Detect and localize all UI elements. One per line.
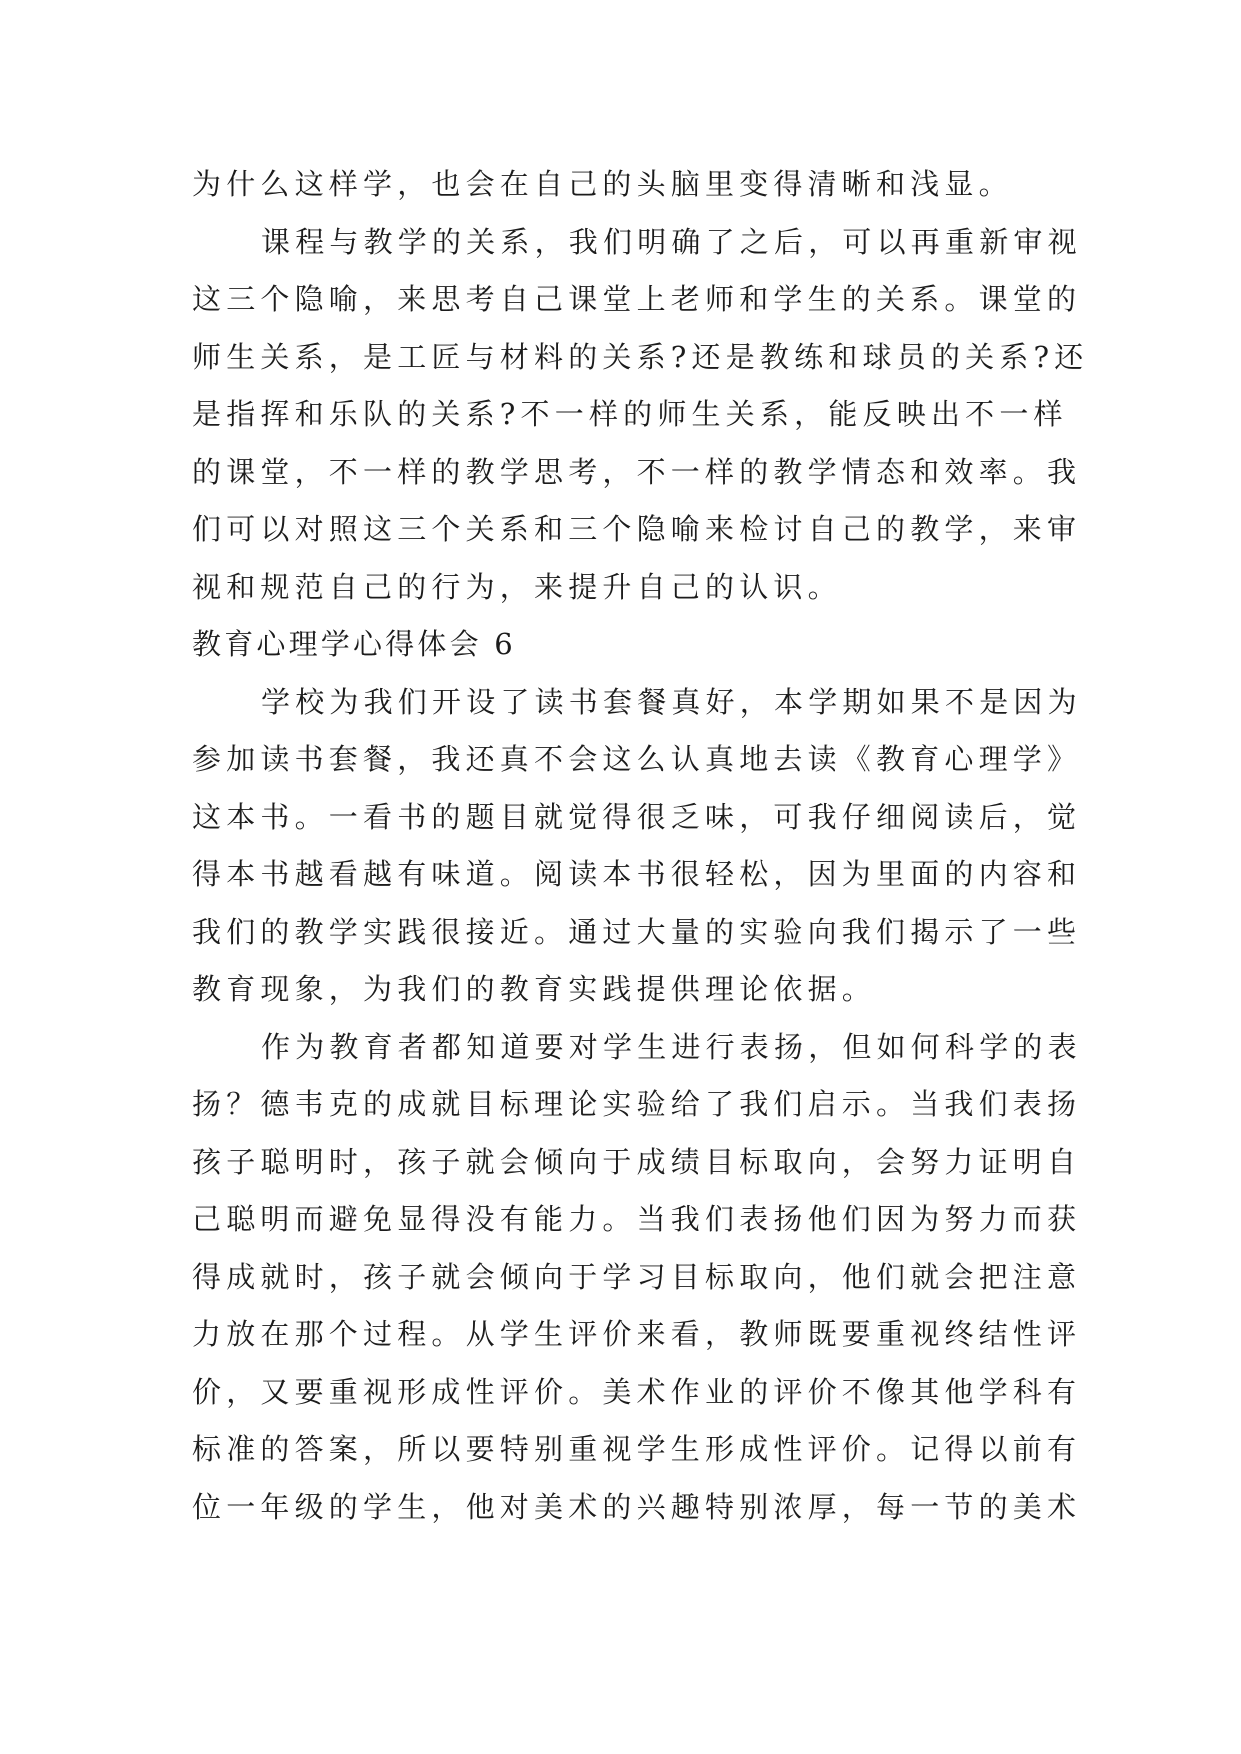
text-line: 作为教育者都知道要对学生进行表扬，但如何科学的表 xyxy=(261,1029,1082,1064)
text-line: 位一年级的学生，他对美术的兴趣特别浓厚，每一节的美术 xyxy=(192,1489,1082,1524)
text-line: 是指挥和乐队的关系?不一样的师生关系，能反映出不一样 xyxy=(192,397,1068,431)
text-line: 力放在那个过程。从学生评价来看，教师既要重视终结性评 xyxy=(192,1317,1082,1351)
document-body xyxy=(192,156,1089,1536)
text-line: 这本书。一看书的题目就觉得很乏味，可我仔细阅读后，觉 xyxy=(192,799,1082,834)
text-line: 孩子聪明时，孩子就会倾向于成绩目标取向，会努力证明自 xyxy=(192,1144,1082,1179)
text-line: 己聪明而避免显得没有能力。当我们表扬他们因为努力而获 xyxy=(192,1202,1082,1236)
text-line: 教育现象，为我们的教育实践提供理论依据。 xyxy=(192,972,877,1006)
text-line: 课程与教学的关系，我们明确了之后，可以再重新审视 xyxy=(261,224,1082,259)
section-heading: 教育心理学心得体会 6 xyxy=(192,627,516,661)
text-line: 为什么这样学，也会在自己的头脑里变得清晰和浅显。 xyxy=(192,167,1013,201)
text-line: 得本书越看越有味道。阅读本书很轻松，因为里面的内容和 xyxy=(192,857,1082,891)
text-line: 学校为我们开设了读书套餐真好，本学期如果不是因为 xyxy=(261,684,1082,719)
text-line: 我们的教学实践很接近。通过大量的实验向我们揭示了一些 xyxy=(192,914,1082,949)
text-line: 价，又要重视形成性评价。美术作业的评价不像其他学科有 xyxy=(192,1374,1082,1409)
text-line: 得成就时，孩子就会倾向于学习目标取向，他们就会把注意 xyxy=(192,1259,1082,1294)
text-line: 这三个隐喻，来思考自己课堂上老师和学生的关系。课堂的 xyxy=(192,282,1082,316)
text-line: 们可以对照这三个关系和三个隐喻来检讨自己的教学，来审 xyxy=(192,512,1082,546)
text-line: 参加读书套餐，我还真不会这么认真地去读《教育心理学》 xyxy=(192,742,1082,776)
text-line: 的课堂，不一样的教学思考，不一样的教学情态和效率。我 xyxy=(192,454,1082,489)
text-line: 师生关系，是工匠与材料的关系?还是教练和球员的关系?还 xyxy=(192,339,1089,374)
text-line: 视和规范自己的行为，来提升自己的认识。 xyxy=(192,569,842,604)
text-line: 扬？德韦克的成就目标理论实验给了我们启示。当我们表扬 xyxy=(192,1087,1082,1121)
text-line: 标准的答案，所以要特别重视学生形成性评价。记得以前有 xyxy=(192,1432,1082,1466)
